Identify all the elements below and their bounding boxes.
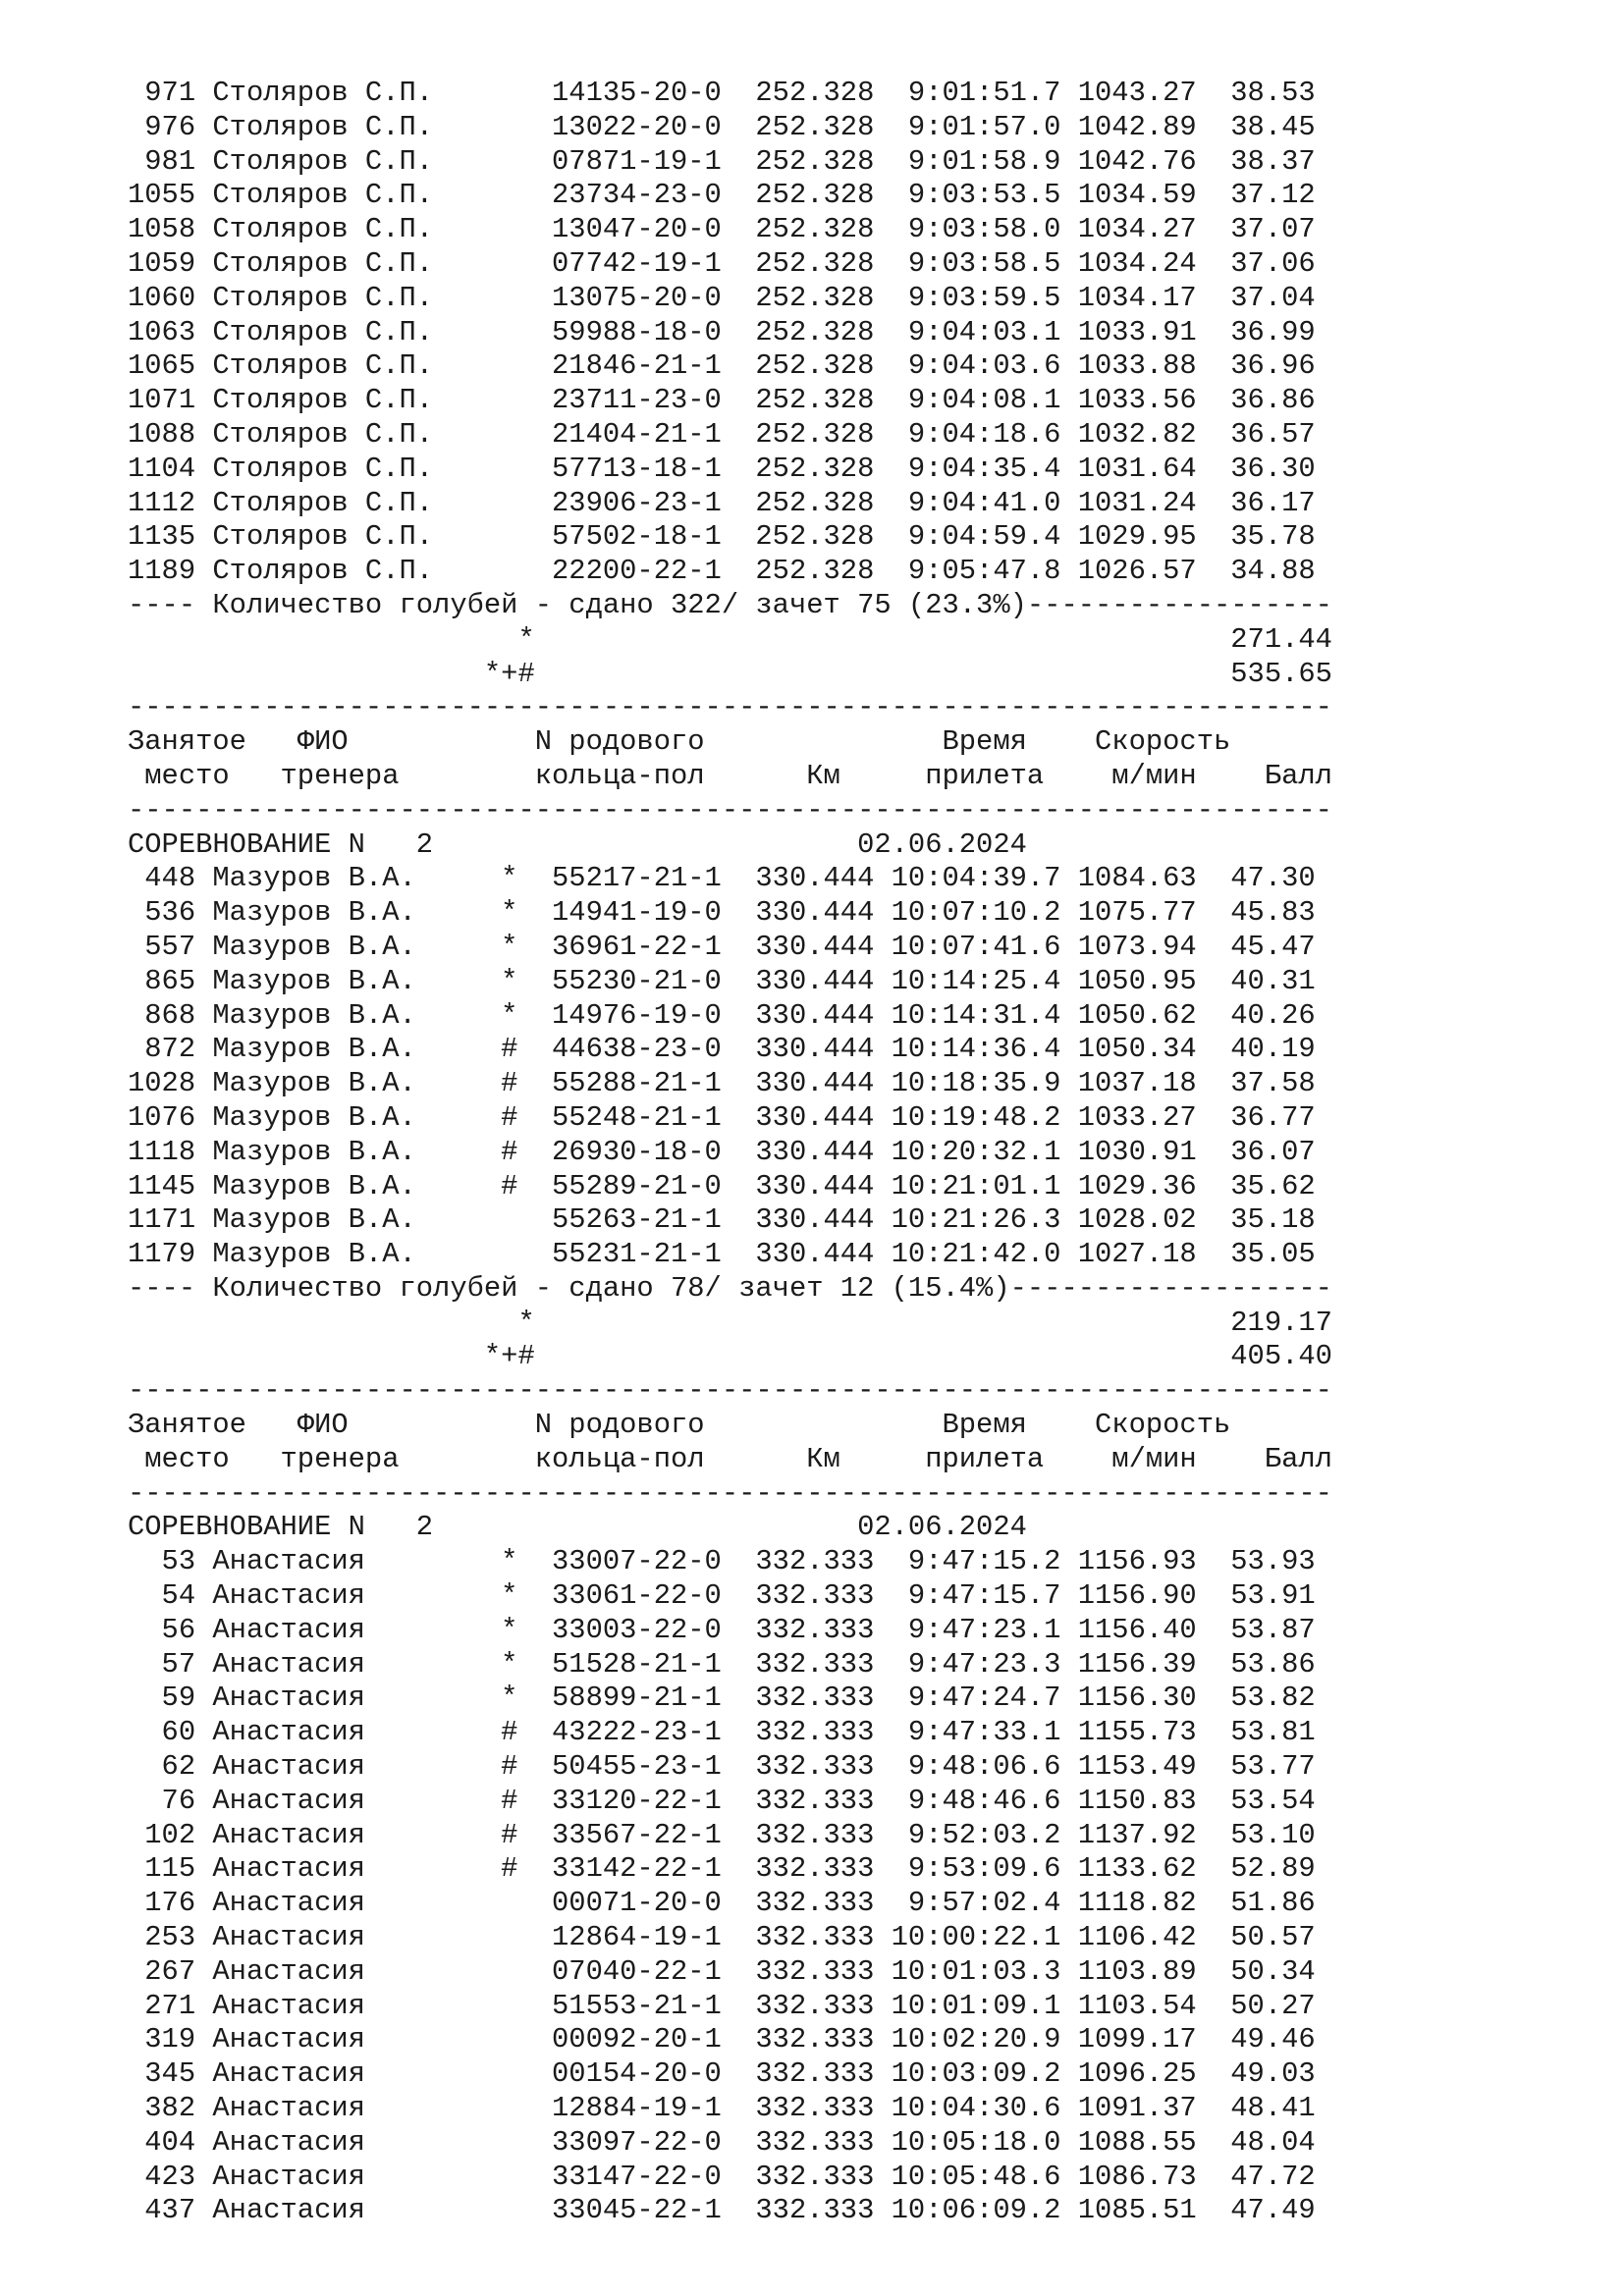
text-line: 971 Столяров С.П. 14135-20-0 252.328 9:01:51.7 1043.27 38.53 (128, 77, 1316, 109)
text-line: ----------------------------------------------------------------------- (128, 691, 1332, 724)
text-line: 1171 Мазуров В.А. 55263-21-1 330.444 10:21:26.3 1028.02 35.18 (128, 1203, 1316, 1237)
text-line: 345 Анастасия 00154-20-0 332.333 10:03:09.2 1096.25 49.03 (128, 2057, 1316, 2091)
text-line: 253 Анастасия 12864-19-1 332.333 10:00:22.1 1106.42 50.57 (128, 1921, 1316, 1954)
text-line: место тренера кольца-пол Км прилета м/мин Балл (128, 1442, 1332, 1475)
text-line: 423 Анастасия 33147-22-0 332.333 10:05:48.6 1086.73 47.72 (128, 2160, 1316, 2193)
text-line: 57 Анастасия * 51528-21-1 332.333 9:47:23.3 1156.39 53.86 (128, 1647, 1316, 1681)
text-line: СОРЕВНОВАНИЕ N 2 02.06.2024 (128, 1511, 1027, 1544)
text-line: 1028 Мазуров В.А. # 55288-21-1 330.444 10:18:35.9 1037.18 37.58 (128, 1067, 1316, 1100)
text-line: 176 Анастасия 00071-20-0 332.333 9:57:02.4 1118.82 51.86 (128, 1887, 1316, 1920)
text-line: 865 Мазуров В.А. * 55230-21-0 330.444 10:14:25.4 1050.95 40.31 (128, 964, 1316, 997)
text-line: Занятое ФИО N родового Время Скорость (128, 725, 1332, 759)
text-line: 981 Столяров С.П. 07871-19-1 252.328 9:01:58.9 1042.76 38.37 (128, 144, 1316, 178)
text-line: 976 Столяров С.П. 13022-20-0 252.328 9:01:57.0 1042.89 38.45 (128, 110, 1316, 143)
text-line: 1189 Столяров С.П. 22200-22-1 252.328 9:05:47.8 1026.57 34.88 (128, 555, 1316, 588)
text-line: 60 Анастасия # 43222-23-1 332.333 9:47:33.1 1155.73 53.81 (128, 1716, 1316, 1749)
results-printout (128, 77, 1332, 2228)
text-line: 557 Мазуров В.А. * 36961-22-1 330.444 10:07:41.6 1073.94 45.47 (128, 930, 1316, 963)
text-line: * 219.17 (128, 1306, 1332, 1339)
text-line: 868 Мазуров В.А. * 14976-19-0 330.444 10:14:31.4 1050.62 40.26 (128, 998, 1316, 1032)
text-line: 536 Мазуров В.А. * 14941-19-0 330.444 10:07:10.2 1075.77 45.83 (128, 896, 1316, 930)
text-line: 872 Мазуров В.А. # 44638-23-0 330.444 10:14:36.4 1050.34 40.19 (128, 1033, 1316, 1066)
text-line: 76 Анастасия # 33120-22-1 332.333 9:48:46.6 1150.83 53.54 (128, 1784, 1316, 1817)
text-line: 448 Мазуров В.А. * 55217-21-1 330.444 10:04:39.7 1084.63 47.30 (128, 862, 1316, 895)
text-line: 62 Анастасия # 50455-23-1 332.333 9:48:06.6 1153.49 53.77 (128, 1750, 1316, 1784)
text-line: 1071 Столяров С.П. 23711-23-0 252.328 9:04:08.1 1033.56 36.86 (128, 384, 1316, 417)
text-line: 1088 Столяров С.П. 21404-21-1 252.328 9:04:18.6 1032.82 36.57 (128, 417, 1316, 451)
text-line: 271 Анастасия 51553-21-1 332.333 10:01:09.1 1103.54 50.27 (128, 1989, 1316, 2022)
text-line: 1063 Столяров С.П. 59988-18-0 252.328 9:04:03.1 1033.91 36.99 (128, 315, 1316, 348)
text-line: 1058 Столяров С.П. 13047-20-0 252.328 9:03:58.0 1034.27 37.07 (128, 213, 1316, 246)
text-line: 102 Анастасия # 33567-22-1 332.333 9:52:03.2 1137.92 53.10 (128, 1818, 1316, 1851)
text-line: 56 Анастасия * 33003-22-0 332.333 9:47:23.1 1156.40 53.87 (128, 1613, 1316, 1646)
text-line: ---- Количество голубей - сдано 322/ зачет 75 (23.3%)------------------ (128, 588, 1332, 621)
text-line: 59 Анастасия * 58899-21-1 332.333 9:47:24.7 1156.30 53.82 (128, 1682, 1316, 1715)
text-line: ---- Количество голубей - сдано 78/ зачет 12 (15.4%)------------------- (128, 1271, 1332, 1305)
text-line: 1118 Мазуров В.А. # 26930-18-0 330.444 10:20:32.1 1030.91 36.07 (128, 1135, 1316, 1168)
text-line: ----------------------------------------------------------------------- (128, 1476, 1332, 1510)
text-line: ----------------------------------------------------------------------- (128, 793, 1332, 827)
text-line: 1135 Столяров С.П. 57502-18-1 252.328 9:04:59.4 1029.95 35.78 (128, 520, 1316, 554)
text-line: 1104 Столяров С.П. 57713-18-1 252.328 9:04:35.4 1031.64 36.30 (128, 452, 1316, 485)
text-line: 115 Анастасия # 33142-22-1 332.333 9:53:09.6 1133.62 52.89 (128, 1852, 1316, 1886)
text-line: 1112 Столяров С.П. 23906-23-1 252.328 9:04:41.0 1031.24 36.17 (128, 486, 1316, 519)
text-line: Занятое ФИО N родового Время Скорость (128, 1409, 1332, 1442)
text-line: 267 Анастасия 07040-22-1 332.333 10:01:03.3 1103.89 50.34 (128, 1954, 1316, 1988)
text-line: * 271.44 (128, 622, 1332, 656)
text-line: 382 Анастасия 12884-19-1 332.333 10:04:30.6 1091.37 48.41 (128, 2092, 1316, 2125)
text-line: ----------------------------------------------------------------------- (128, 1374, 1332, 1408)
text-line: СОРЕВНОВАНИЕ N 2 02.06.2024 (128, 828, 1027, 861)
text-line: 1059 Столяров С.П. 07742-19-1 252.328 9:03:58.5 1034.24 37.06 (128, 246, 1316, 280)
text-line: 1060 Столяров С.П. 13075-20-0 252.328 9:03:59.5 1034.17 37.04 (128, 281, 1316, 314)
text-line: 53 Анастасия * 33007-22-0 332.333 9:47:15.2 1156.93 53.93 (128, 1545, 1316, 1578)
text-line: 1055 Столяров С.П. 23734-23-0 252.328 9:03:53.5 1034.59 37.12 (128, 179, 1316, 212)
text-line: 319 Анастасия 00092-20-1 332.333 10:02:20.9 1099.17 49.46 (128, 2023, 1316, 2056)
text-line: 437 Анастасия 33045-22-1 332.333 10:06:09.2 1085.51 47.49 (128, 2194, 1316, 2227)
text-line: *+# 405.40 (128, 1340, 1332, 1373)
text-line: 1065 Столяров С.П. 21846-21-1 252.328 9:04:03.6 1033.88 36.96 (128, 349, 1316, 383)
text-line: 1076 Мазуров В.А. # 55248-21-1 330.444 10:19:48.2 1033.27 36.77 (128, 1100, 1316, 1134)
text-line: 1179 Мазуров В.А. 55231-21-1 330.444 10:21:42.0 1027.18 35.05 (128, 1238, 1316, 1271)
text-line: 1145 Мазуров В.А. # 55289-21-0 330.444 10:21:01.1 1029.36 35.62 (128, 1169, 1316, 1202)
text-line: 54 Анастасия * 33061-22-0 332.333 9:47:15.7 1156.90 53.91 (128, 1579, 1316, 1613)
text-line: *+# 535.65 (128, 657, 1332, 690)
text-line: место тренера кольца-пол Км прилета м/мин Балл (128, 759, 1332, 792)
text-line: 404 Анастасия 33097-22-0 332.333 10:05:18.0 1088.55 48.04 (128, 2125, 1316, 2159)
